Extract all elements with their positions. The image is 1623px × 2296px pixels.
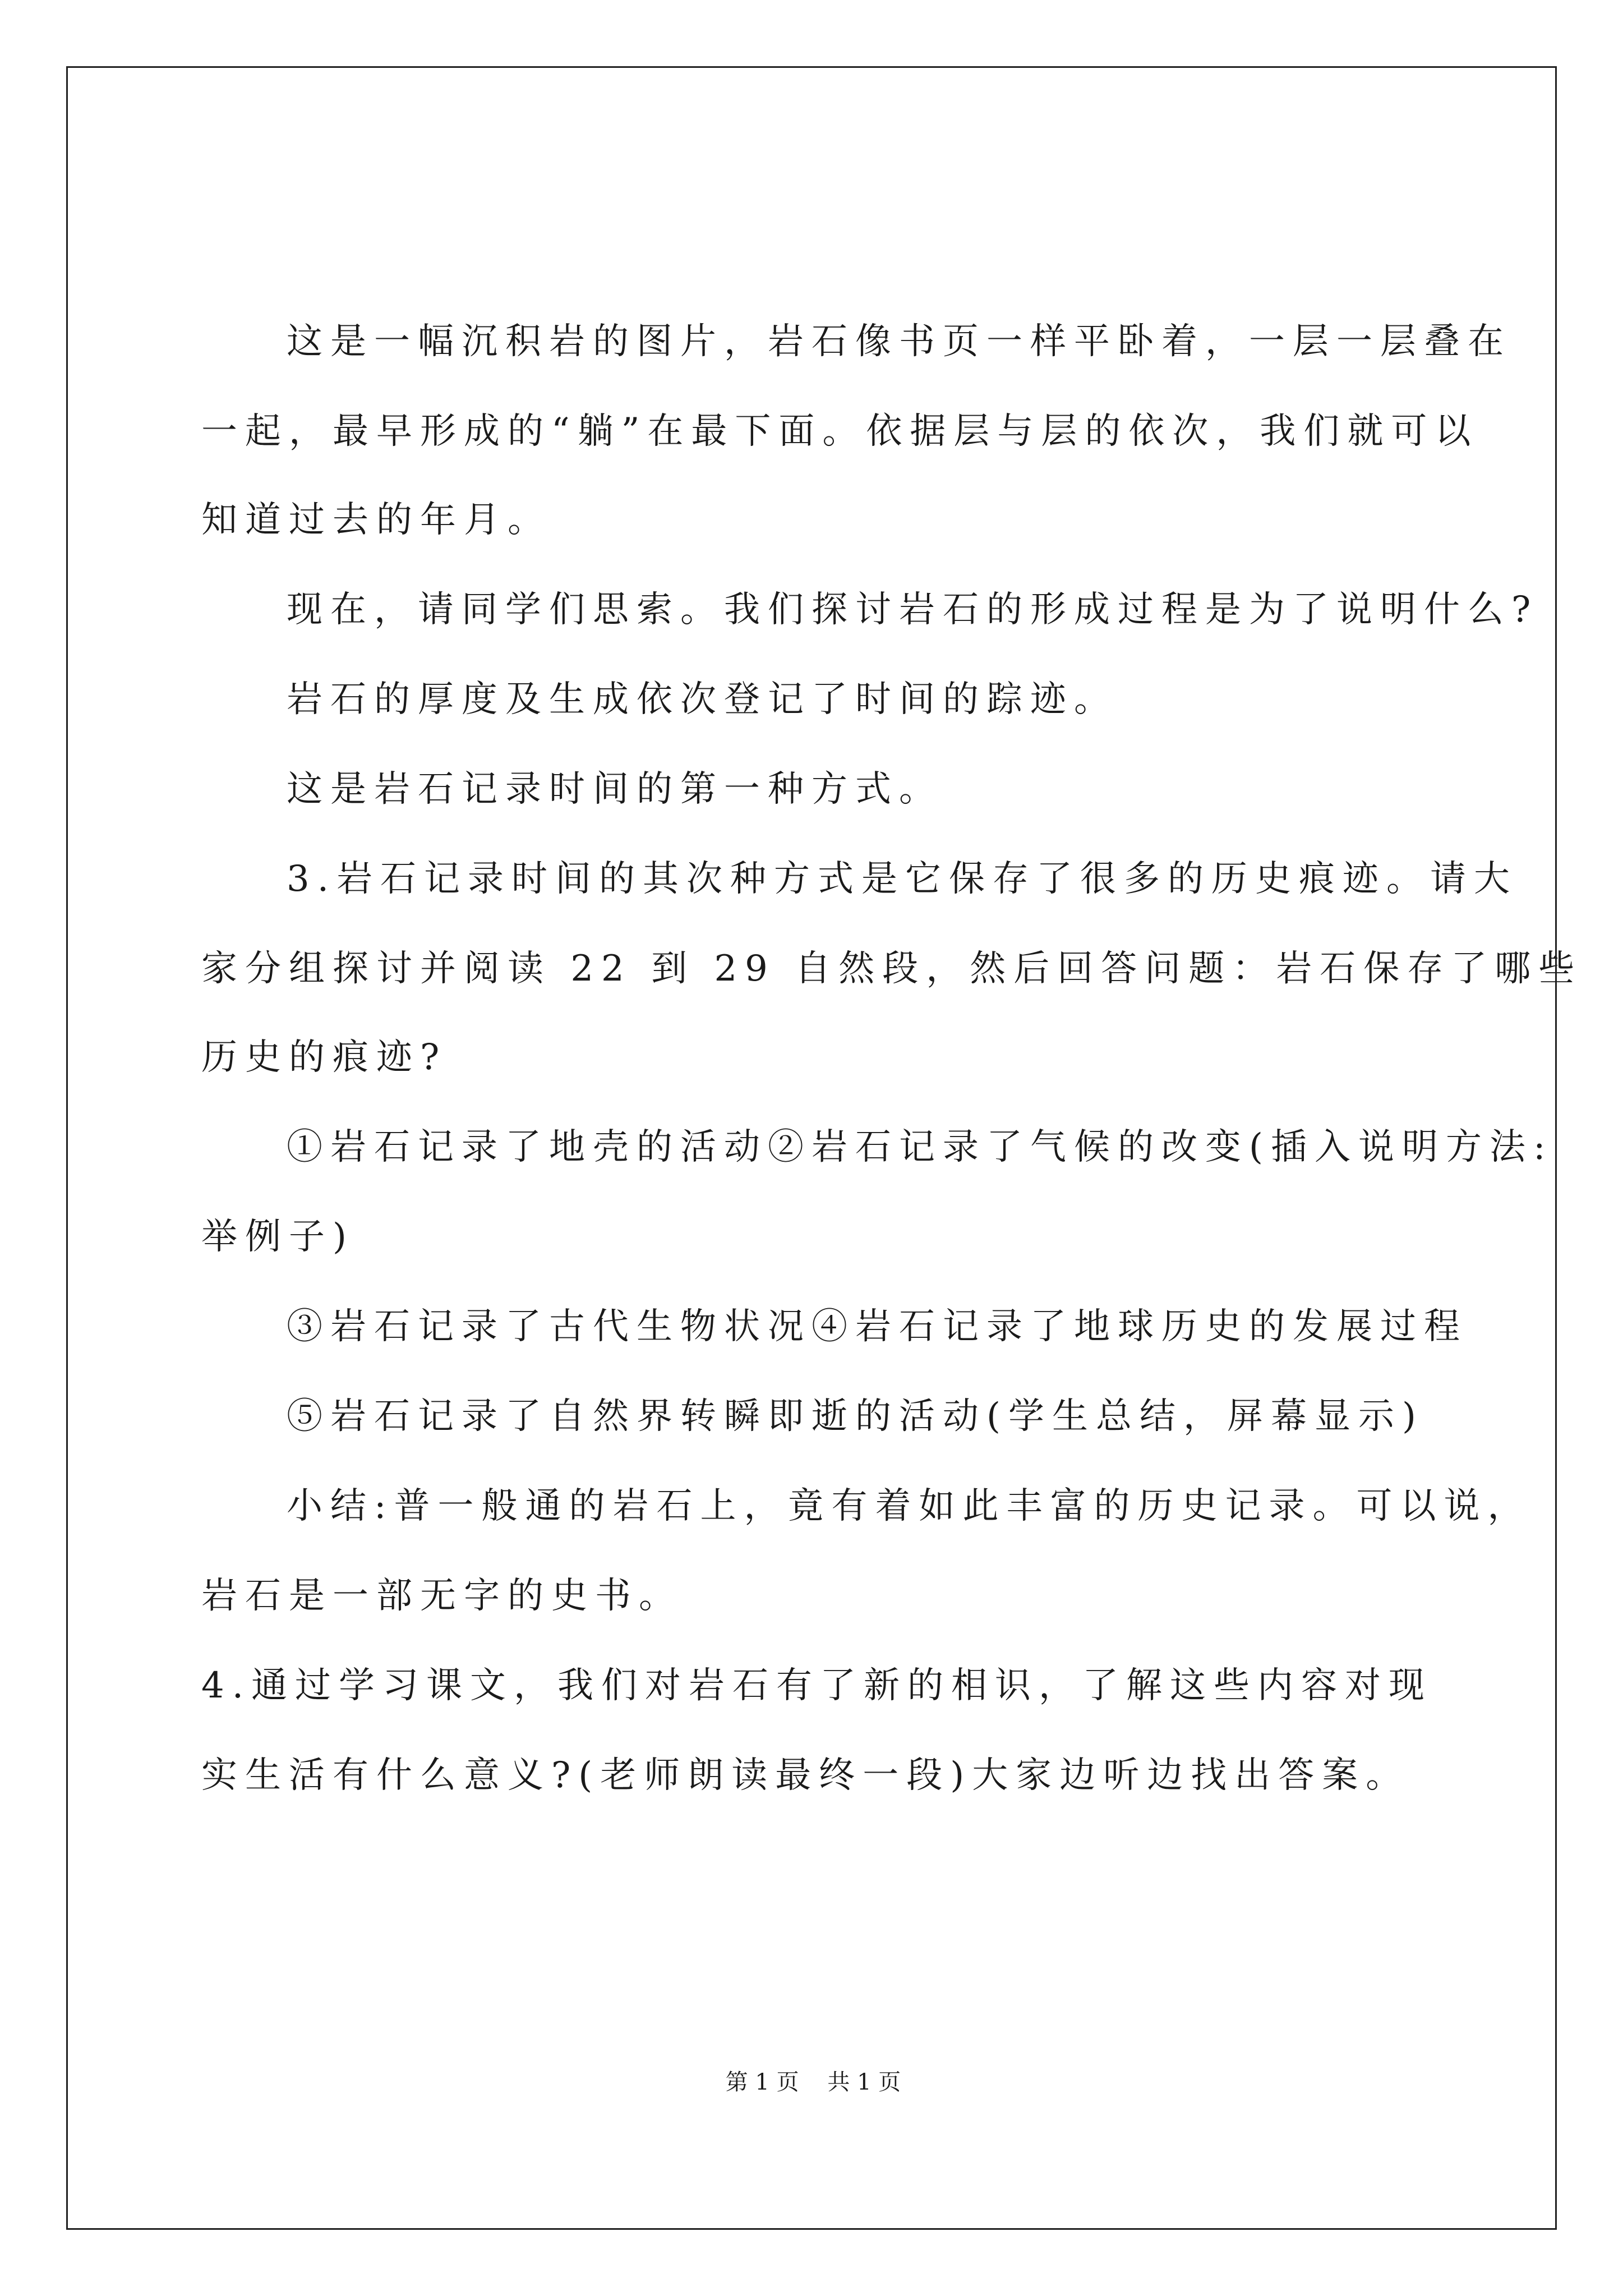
text-line: 4.通过学习课文，我们对岩石有了新的相识，了解这些内容对现 bbox=[201, 1665, 1433, 1706]
text-line: 家分组探讨并阅读 22 到 29 自然段，然后回答问题：岩石保存了哪些 bbox=[201, 948, 1583, 990]
text-line: 这是一幅沉积岩的图片，岩石像书页一样平卧着，一层一层叠在 bbox=[287, 321, 1511, 362]
text-line: 一起，最早形成的“躺”在最下面。依据层与层的依次，我们就可以 bbox=[201, 411, 1479, 452]
page-frame bbox=[66, 66, 1583, 2230]
text-line: 这是岩石记录时间的第一种方式。 bbox=[287, 769, 943, 810]
text-line: 实生活有什么意义?(老师朗读最终一段)大家边听边找出答案。 bbox=[201, 1755, 1410, 1796]
text-line: 小结:普一般通的岩石上，竟有着如此丰富的历史记录。可以说， bbox=[287, 1485, 1532, 1527]
page-footer: 第 1 页 共 1 页 bbox=[725, 2069, 901, 2095]
text-line: 知道过去的年月。 bbox=[201, 499, 551, 541]
text-line: ①岩石记录了地壳的活动②岩石记录了气候的改变(插入说明方法: bbox=[287, 1126, 1553, 1168]
text-line: ③岩石记录了古代生物状况④岩石记录了地球历史的发展过程 bbox=[287, 1306, 1468, 1347]
text-line: ⑤岩石记录了自然界转瞬即逝的活动(学生总结，屏幕显示) bbox=[287, 1396, 1424, 1437]
text-line: 现在，请同学们思索。我们探讨岩石的形成过程是为了说明什么? bbox=[287, 589, 1539, 631]
text-line: 岩石是一部无字的史书。 bbox=[201, 1575, 683, 1617]
text-line: 3.岩石记录时间的其次种方式是它保存了很多的历史痕迹。请大 bbox=[287, 858, 1518, 900]
text-line: 历史的痕迹? bbox=[201, 1037, 448, 1078]
text-line: 岩石的厚度及生成依次登记了时间的踪迹。 bbox=[287, 679, 1118, 720]
text-line: 举例子) bbox=[201, 1216, 354, 1258]
